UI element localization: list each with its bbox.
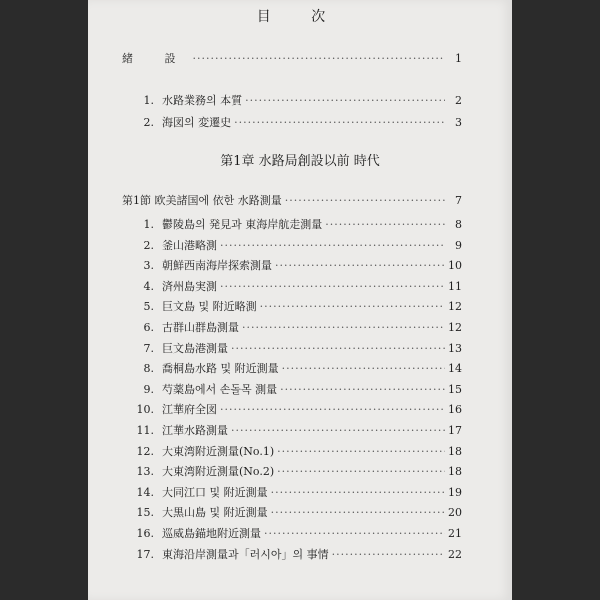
leader-dots (285, 194, 445, 207)
toc-label: 巡威島錨地附近測量 (162, 527, 261, 540)
toc-label: 大東湾附近測量(No.2) (162, 465, 275, 479)
toc-label: 芍薬島에서 손돌목 測量 (162, 382, 278, 396)
toc-item (132, 504, 462, 520)
toc-label: 喬桐島水路 및 附近測量 (162, 362, 279, 376)
toc-page: 20 (448, 506, 462, 520)
toc-label: 釜山港略測 (162, 238, 217, 252)
toc-item (132, 525, 462, 541)
toc-page: 12 (448, 300, 462, 314)
leader-dots (282, 362, 445, 375)
toc-item (132, 298, 462, 314)
toc-label: 第1節 欧美諸国에 依한 水路測量 (122, 194, 282, 207)
leader-dots (280, 383, 445, 396)
toc-intro-item (132, 92, 462, 108)
toc-item (132, 257, 462, 273)
leader-dots (220, 403, 445, 416)
leader-dots (242, 321, 445, 334)
leader-dots (325, 218, 445, 231)
page-title: 目 次 (256, 9, 344, 25)
toc-page: 8 (455, 218, 462, 231)
leader-dots (231, 342, 445, 355)
toc-page: 1 (455, 52, 462, 65)
toc-page: 7 (455, 194, 462, 207)
toc-num: 6. (143, 321, 154, 334)
toc-num: 11. (136, 424, 154, 437)
chapter-heading: 第1章 水路局創設以前 時代 (220, 154, 380, 169)
toc-item (132, 546, 462, 562)
toc-num: 1. (143, 94, 154, 107)
toc-section (122, 192, 462, 208)
toc-page: 11 (448, 279, 462, 293)
toc-page: 10 (448, 259, 462, 273)
toc-num: 9. (143, 382, 154, 396)
toc-page: 15 (448, 382, 462, 396)
toc-label: 大黒山島 및 附近測量 (162, 506, 268, 520)
leader-dots (234, 116, 445, 129)
toc-page: 12 (448, 321, 462, 334)
toc-item (132, 463, 462, 479)
leader-dots (275, 259, 445, 272)
book-page (88, 0, 512, 600)
toc-num: 10. (136, 403, 154, 417)
toc-label: 済州島実測 (162, 279, 217, 293)
toc-item (132, 360, 462, 376)
toc-label: 大東湾附近測量(No.1) (162, 444, 275, 458)
toc-label: 江華水路測量 (162, 424, 228, 437)
toc-label: 朝鮮西南海岸探索測量 (162, 259, 272, 273)
toc-page: 21 (448, 527, 462, 540)
toc-num: 4. (143, 279, 154, 293)
toc-item (132, 340, 462, 356)
leader-dots (271, 486, 445, 499)
leader-dots (264, 527, 445, 540)
toc-page: 22 (448, 547, 462, 561)
toc-item (132, 484, 462, 500)
leader-dots (277, 445, 445, 458)
toc-item (132, 381, 462, 397)
toc-page: 18 (448, 465, 462, 479)
toc-num: 13. (136, 465, 154, 479)
toc-preface (122, 50, 462, 66)
toc-label: 鬱陵島의 発見과 東海岸航走測量 (162, 218, 323, 231)
leader-dots (220, 280, 445, 293)
toc-num: 15. (136, 506, 154, 520)
toc-item (132, 401, 462, 417)
toc-num: 3. (143, 259, 154, 273)
toc-num: 5. (143, 300, 154, 314)
toc-num: 16. (136, 527, 154, 540)
toc-item (132, 278, 462, 294)
toc-page: 17 (448, 424, 462, 437)
leader-dots (245, 94, 445, 107)
toc-label: 海図의 変遷史 (162, 116, 232, 129)
toc-item (132, 237, 462, 253)
toc-item (132, 216, 462, 232)
toc-label: 江華府全図 (162, 403, 217, 417)
toc-page: 3 (455, 116, 462, 129)
toc-intro-item (132, 114, 462, 130)
toc-item (132, 422, 462, 438)
toc-page: 16 (448, 403, 462, 417)
toc-page: 18 (448, 444, 462, 458)
toc-label: 緒 設 (122, 52, 190, 65)
toc-item (132, 443, 462, 459)
toc-num: 7. (143, 341, 154, 355)
toc-num: 1. (143, 218, 154, 231)
leader-dots (260, 300, 445, 313)
leader-dots (193, 52, 446, 65)
toc-label: 巨文島 및 附近略測 (162, 300, 257, 314)
toc-label: 大同江口 및 附近測量 (162, 485, 268, 499)
toc-label: 水路業務의 本質 (162, 94, 243, 107)
leader-dots (271, 506, 445, 519)
toc-page: 19 (448, 485, 462, 499)
toc-num: 2. (143, 116, 154, 129)
toc-page: 13 (448, 341, 462, 355)
leader-dots (220, 239, 445, 252)
toc-num: 8. (143, 362, 154, 376)
toc-label: 古群山群島測量 (162, 321, 239, 334)
toc-page: 9 (455, 238, 462, 252)
toc-label: 巨文島港測量 (162, 341, 228, 355)
toc-item (132, 319, 462, 335)
toc-num: 12. (136, 444, 154, 458)
toc-page: 2 (455, 94, 462, 107)
toc-num: 17. (136, 547, 154, 561)
toc-num: 2. (143, 238, 154, 252)
leader-dots (332, 548, 445, 561)
leader-dots (231, 424, 445, 437)
toc-page: 14 (448, 362, 462, 376)
toc-label: 東海沿岸測量과「러시아」의 事情 (162, 547, 329, 561)
toc-num: 14. (136, 485, 154, 499)
leader-dots (277, 465, 445, 478)
